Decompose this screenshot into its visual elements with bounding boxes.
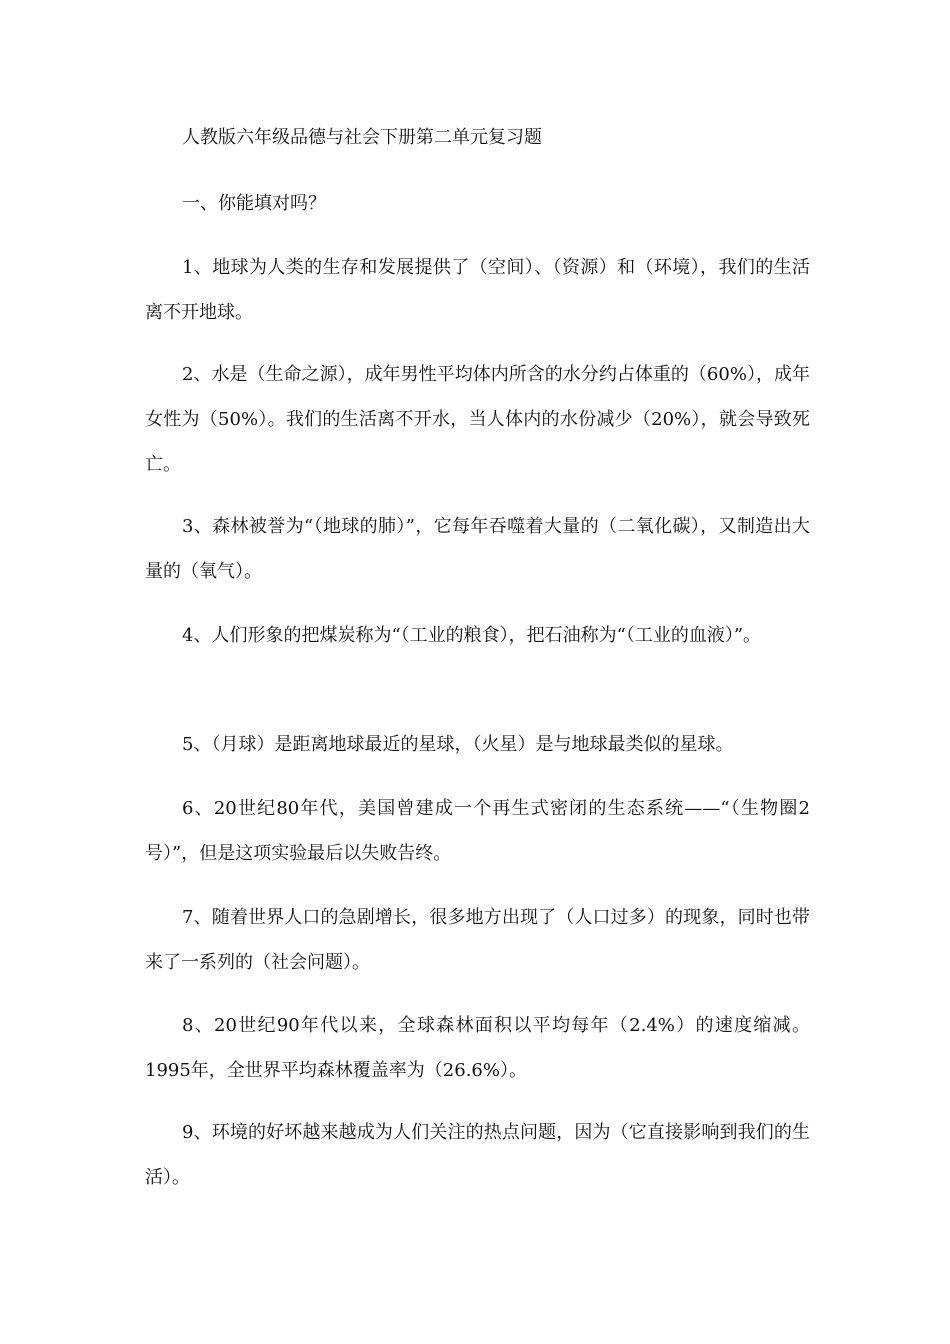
question-item-3: 3、森林被誉为“（地球的肺）”，它每年吞噬着大量的（二氧化碳），又制造出大量的（氧气）。 xyxy=(145,516,810,582)
question-item-2: 2、水是（生命之源），成年男性平均体内所含的水分约占体重的（60%），成年女性为（50%）。我们的生活离不开水，当人体内的水份减少（20%），就会导致死亡。 xyxy=(145,364,810,475)
question-item-9: 9、环境的好坏越来越成为人们关注的热点问题，因为（它直接影响到我们的生活）。 xyxy=(145,1122,810,1188)
document-title: 人教版六年级品德与社会下册第二单元复习题 xyxy=(182,127,542,148)
question-item-6: 6、20世纪80年代，美国曾建成一个再生式密闭的生态系统——“（生物圈2号）”，但是这项实验最后以失败告终。 xyxy=(145,798,810,864)
question-item-5: 5、（月球）是距离地球最近的星球，（火星）是与地球最类似的星球。 xyxy=(182,734,734,755)
question-item-1: 1、地球为人类的生存和发展提供了（空间）、（资源）和（环境），我们的生活离不开地球。 xyxy=(145,257,810,323)
question-item-8: 8、20世纪90年代以来，全球森林面积以平均每年（2.4%）的速度缩减。1995年，全世界平均森林覆盖率为（26.6%）。 xyxy=(145,1015,810,1081)
question-item-4: 4、人们形象的把煤炭称为“（工业的粮食），把石油称为“（工业的血液）”。 xyxy=(182,625,762,646)
question-item-7: 7、随着世界人口的急剧增长，很多地方出现了（人口过多）的现象，同时也带来了一系列的（社会问题）。 xyxy=(145,907,810,973)
section-heading: 一、你能填对吗？ xyxy=(182,193,326,214)
